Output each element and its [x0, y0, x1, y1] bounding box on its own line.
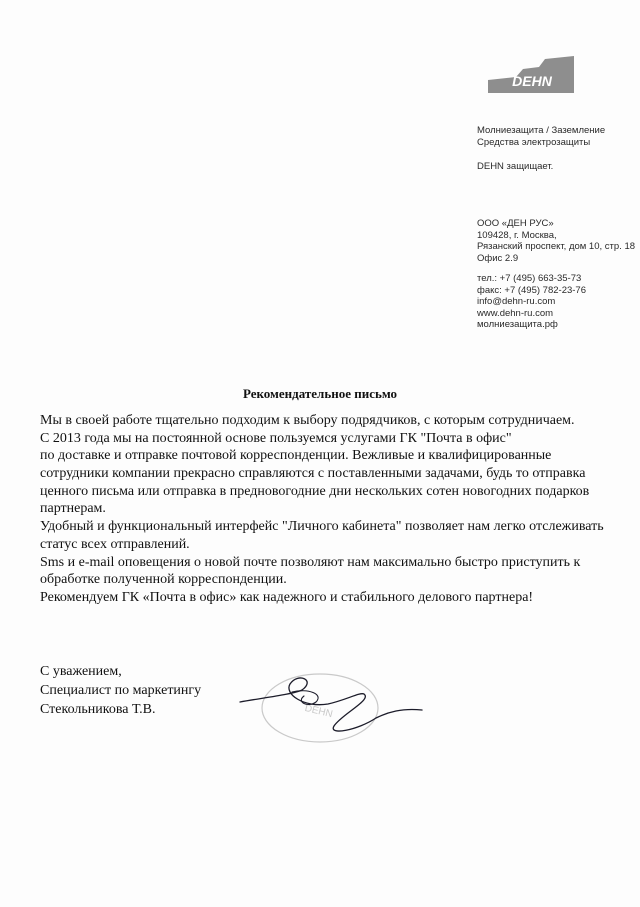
stamp-text: DEHN: [303, 702, 334, 721]
address-line: Рязанский проспект, дом 10, стр. 18: [477, 241, 636, 252]
body-line: Мы в своей работе тщательно подходим к выбору подрядчиков, с которым сотрудничаем.: [40, 413, 575, 428]
body-line: по доставке и отправке почтовой корреспонденции. Вежливые и квалифицированные: [40, 448, 552, 464]
body-line: сотрудники компании прекрасно справляются с поставленными задачами, будь то отправка: [40, 466, 586, 482]
closing-block: [40, 662, 201, 719]
company-name: ООО «ДЕН РУС»: [477, 218, 554, 229]
sender-slogan: [477, 161, 553, 173]
phone-number: тел.: +7 (495) 663-35-73: [477, 273, 582, 284]
slogan-text: DEHN защищает.: [477, 161, 554, 172]
tagline-lightning: Молниезащита / Заземление: [477, 125, 606, 136]
signer-name: Стекольникова Т.В.: [40, 702, 156, 717]
body-line: С 2013 года мы на постоянной основе пользуемся услугами ГК "Почта в офис": [40, 430, 512, 446]
letter-title: Рекомендательное письмо: [242, 386, 398, 401]
body-line: Sms и e-mail оповещения о новой почте позволяют нам максимально быстро приступить к: [40, 554, 581, 570]
signature: [232, 664, 432, 756]
body-line: ценного письма или отправка в предновогодние дни нескольких сотен новогодних подарков: [40, 483, 590, 499]
address-line: 109428, г. Москва,: [477, 229, 557, 241]
website-link: www.dehn-ru.com: [477, 307, 554, 319]
sender-taglines: [477, 125, 605, 148]
tagline-electro: Средства электрозащиты: [477, 136, 591, 148]
logo-text: DEHN: [512, 73, 552, 89]
website-rf-link: молниезащита.рф: [477, 319, 558, 330]
email-address: info@dehn-ru.com: [477, 296, 556, 307]
body-line: партнерам.: [40, 501, 106, 517]
body-line: Удобный и функциональный интерфейс "Личного кабинета" позволяет нам легко отслеживать: [40, 519, 604, 535]
letter-body: [40, 412, 620, 607]
body-line: Рекомендуем ГК «Почта в офис» как надежного и стабильного делового партнера!: [40, 589, 534, 605]
sender-company: [477, 218, 640, 264]
address-line: Офис 2.9: [477, 252, 519, 264]
dehn-logo: [485, 53, 577, 98]
fax-number: факс: +7 (495) 782-23-76: [477, 284, 586, 296]
closing-regards: С уважением,: [40, 664, 122, 679]
signer-position: Специалист по маркетингу: [40, 683, 202, 698]
body-line: обработке полученной корреспонденции.: [40, 572, 287, 588]
sender-contacts: [477, 273, 586, 331]
body-line: статус всех отправлений.: [40, 536, 190, 552]
